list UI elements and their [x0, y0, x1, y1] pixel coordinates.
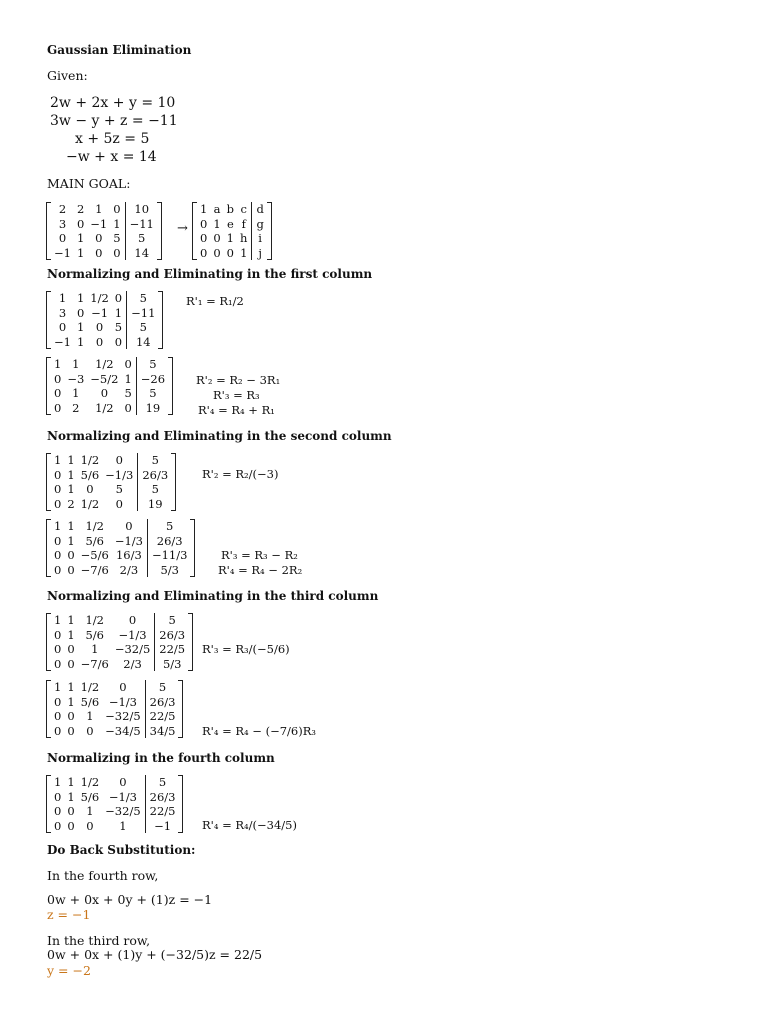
matrix-cell: 0 — [119, 775, 127, 789]
matrix-cell: 1 — [54, 519, 62, 533]
matrix-cell: 14 — [134, 245, 150, 260]
matrix-cell: 1 — [67, 680, 75, 694]
section-heading-second-column: Normalizing and Eliminating in the second column — [47, 429, 392, 443]
matrix-cell: 0 — [100, 386, 109, 400]
matrix-cell: 3 — [58, 305, 67, 320]
matrix-cell: 0 — [125, 519, 133, 533]
matrix-cell: 0 — [54, 400, 62, 415]
matrix-cell: 1 — [67, 467, 75, 482]
augment-divider — [251, 202, 252, 260]
matrix-cell: 0 — [128, 613, 137, 627]
matrix-cell: 1 — [67, 627, 75, 642]
matrix-step-5 — [46, 613, 193, 671]
matrix-cell: 0 — [54, 818, 62, 833]
matrix-cell: 0 — [67, 642, 75, 656]
matrix-cell: e — [226, 216, 234, 231]
matrix-cell: −11 — [131, 305, 156, 320]
matrix-cell: 1 — [86, 804, 94, 818]
matrix-cell: −1/3 — [114, 533, 143, 548]
row-op-step-7: R'₄ = R₄/(−34/5) — [202, 818, 297, 832]
matrix-cell: 2/3 — [119, 562, 139, 577]
matrix-cell: 16/3 — [115, 548, 142, 562]
matrix-cell: 5/6 — [85, 627, 104, 642]
augment-divider — [147, 519, 148, 577]
matrix-cell: 1 — [67, 519, 75, 533]
matrix-cell: −5/6 — [80, 548, 109, 562]
matrix-cell: 0 — [95, 231, 103, 245]
matrix-cell: 0 — [114, 291, 123, 305]
section-heading-fourth-column: Normalizing in the fourth column — [47, 751, 275, 765]
matrix-cell: 1 — [91, 642, 99, 656]
matrix-step-7 — [46, 775, 183, 833]
matrix-cell: 2 — [58, 202, 67, 216]
matrix-step-4 — [46, 519, 195, 577]
equation-3: x + 5z = 5 — [75, 131, 150, 147]
matrix-cell: 0 — [67, 804, 75, 818]
row-op-step-5: R'₃ = R₃/(−5/6) — [202, 642, 290, 656]
row-op-step-4a: R'₃ = R₃ − R₂ — [221, 548, 298, 562]
matrix-cell: 1 — [67, 789, 75, 804]
matrix-cell: −1 — [90, 216, 108, 231]
matrix-cell: −32/5 — [114, 642, 151, 656]
matrix-cell: 26/3 — [149, 789, 176, 804]
matrix-cell: 0 — [54, 694, 62, 709]
matrix-cell: h — [240, 231, 248, 245]
matrix-cell: 0 — [54, 723, 62, 738]
matrix-cell: 1 — [67, 453, 75, 467]
goal-matrix-left — [46, 202, 162, 260]
matrix-cell: 2 — [72, 400, 80, 415]
right-bracket — [178, 680, 183, 738]
matrix-cell: 34/5 — [149, 723, 176, 738]
matrix-cell: 10 — [134, 202, 150, 216]
matrix-cell: 5 — [149, 357, 157, 371]
matrix-cell: g — [256, 216, 264, 231]
section-heading-third-column: Normalizing and Eliminating in the third column — [47, 589, 379, 603]
row-op-step-4b: R'₄ = R₄ − 2R₂ — [218, 563, 303, 577]
matrix-cell: 0 — [67, 548, 75, 562]
matrix-cell: 0 — [54, 482, 62, 496]
matrix-cell: 1/2 — [80, 775, 100, 789]
matrix-cell: 26/3 — [156, 533, 183, 548]
matrix-cell: 22/5 — [149, 709, 176, 723]
matrix-cell: 5 — [114, 320, 123, 334]
main-goal-label: MAIN GOAL: — [47, 176, 131, 191]
matrix-cell: 14 — [135, 334, 151, 349]
matrix-cell: 0 — [54, 804, 62, 818]
matrix-cell: 1 — [114, 305, 123, 320]
right-bracket — [158, 291, 163, 349]
matrix-cell: 1 — [54, 680, 62, 694]
row-op-step-1: R'₁ = R₁/2 — [186, 294, 244, 308]
matrix-cell: 5/6 — [85, 533, 104, 548]
matrix-cell: −1 — [91, 305, 109, 320]
matrix-cell: 0 — [114, 334, 123, 349]
matrix-cell: 0 — [95, 334, 104, 349]
augment-divider — [145, 775, 146, 833]
matrix-cell: 1/2 — [80, 496, 100, 511]
matrix-cell: a — [213, 202, 221, 216]
matrix-cell: 5 — [166, 519, 174, 533]
matrix-cell: −1/3 — [108, 694, 137, 709]
right-bracket — [178, 775, 183, 833]
matrix-cell: 1 — [240, 245, 248, 260]
matrix-cell: 5 — [139, 320, 147, 334]
augment-divider — [145, 680, 146, 738]
right-bracket — [157, 202, 162, 260]
matrix-cell: 0 — [213, 245, 221, 260]
matrix-cell: 0 — [54, 562, 62, 577]
matrix-cell: 0 — [119, 680, 127, 694]
arrow-icon: → — [177, 221, 188, 236]
matrix-cell: 5/3 — [162, 656, 182, 671]
matrix-cell: 22/5 — [149, 804, 176, 818]
matrix-cell: 5 — [151, 453, 159, 467]
matrix-cell: 0 — [67, 723, 75, 738]
matrix-cell: 2 — [67, 496, 75, 511]
back-substitution-heading: Do Back Substitution: — [47, 843, 196, 857]
matrix-cell: 5 — [138, 231, 146, 245]
matrix-cell: 1 — [200, 202, 208, 216]
matrix-cell: −1 — [54, 334, 71, 349]
matrix-cell: 0 — [54, 642, 62, 656]
matrix-cell: 0 — [76, 216, 85, 231]
goal-matrix-right — [192, 202, 272, 260]
matrix-cell: 2 — [76, 202, 85, 216]
matrix-cell: 0 — [113, 245, 121, 260]
matrix-cell: 0 — [67, 818, 75, 833]
fourth-row-equation: 0w + 0x + 0y + (1)z = −1 — [47, 892, 213, 907]
matrix-cell: 0 — [54, 371, 62, 386]
matrix-cell: 0 — [54, 496, 62, 511]
augment-divider — [154, 613, 155, 671]
matrix-cell: 0 — [76, 305, 85, 320]
matrix-cell: 1 — [76, 334, 85, 349]
matrix-step-2 — [46, 357, 173, 415]
matrix-cell: 1/2 — [90, 291, 109, 305]
matrix-cell: f — [241, 216, 246, 231]
matrix-cell: 22/5 — [159, 642, 186, 656]
augment-divider — [125, 202, 126, 260]
right-bracket — [267, 202, 272, 260]
matrix-cell: 0 — [115, 496, 123, 511]
matrix-cell: 1 — [67, 613, 75, 627]
matrix-cell: −34/5 — [105, 723, 141, 738]
matrix-cell: 19 — [147, 496, 163, 511]
matrix-cell: −32/5 — [105, 804, 141, 818]
matrix-cell: 26/3 — [142, 467, 169, 482]
matrix-cell: 1 — [58, 291, 67, 305]
matrix-cell: 0 — [54, 709, 62, 723]
matrix-cell: 1 — [76, 245, 85, 260]
matrix-cell: 1 — [67, 533, 75, 548]
matrix-cell: 1 — [113, 216, 121, 231]
augment-divider — [126, 291, 127, 349]
matrix-cell: 0 — [113, 202, 121, 216]
matrix-cell: i — [258, 231, 262, 245]
matrix-cell: 0 — [95, 245, 103, 260]
matrix-cell: 1/2 — [80, 453, 100, 467]
matrix-cell: 1 — [119, 818, 127, 833]
matrix-cell: 0 — [67, 562, 75, 577]
matrix-cell: −11 — [129, 216, 154, 231]
matrix-cell: 0 — [95, 320, 104, 334]
section-heading-first-column: Normalizing and Eliminating in the first column — [47, 267, 373, 281]
fourth-row-result: z = −1 — [47, 907, 91, 922]
right-bracket — [190, 519, 195, 577]
matrix-cell: 1 — [72, 357, 80, 371]
matrix-cell: 0 — [86, 482, 94, 496]
equation-2: 3w − y + z = −11 — [50, 113, 178, 129]
matrix-cell: 5/6 — [80, 789, 100, 804]
matrix-step-3 — [46, 453, 176, 511]
matrix-cell: 5 — [113, 231, 121, 245]
matrix-cell: 1/2 — [85, 519, 104, 533]
matrix-cell: −7/6 — [80, 562, 109, 577]
matrix-cell: b — [226, 202, 235, 216]
matrix-cell: 1 — [67, 482, 75, 496]
matrix-cell: 1/2 — [95, 357, 114, 371]
matrix-cell: 0 — [58, 231, 67, 245]
matrix-cell: 0 — [54, 627, 62, 642]
matrix-cell: −11/3 — [151, 548, 188, 562]
matrix-cell: 1/2 — [80, 680, 100, 694]
augment-divider — [137, 453, 138, 511]
right-bracket — [171, 453, 176, 511]
matrix-cell: 0 — [54, 789, 62, 804]
matrix-cell: −7/6 — [80, 656, 109, 671]
matrix-cell: 1 — [54, 613, 62, 627]
matrix-cell: −3 — [67, 371, 85, 386]
matrix-cell: 5 — [158, 775, 167, 789]
matrix-cell: 19 — [145, 400, 161, 415]
matrix-cell: 0 — [200, 231, 208, 245]
matrix-cell: −1/3 — [105, 467, 134, 482]
matrix-cell: 0 — [115, 453, 123, 467]
matrix-cell: −32/5 — [105, 709, 141, 723]
matrix-cell: 0 — [54, 467, 62, 482]
matrix-cell: 1 — [86, 709, 94, 723]
matrix-cell: c — [240, 202, 247, 216]
matrix-cell: 5 — [158, 680, 167, 694]
matrix-cell: 1 — [54, 357, 62, 371]
matrix-cell: 5 — [115, 482, 123, 496]
matrix-cell: 3 — [58, 216, 67, 231]
matrix-cell: 5 — [151, 482, 159, 496]
matrix-cell: 0 — [124, 357, 132, 371]
matrix-cell: 5 — [168, 613, 176, 627]
equation-4: −w + x = 14 — [66, 149, 157, 165]
matrix-cell: 5 — [124, 386, 132, 400]
row-op-step-2b: R'₃ = R₃ — [213, 388, 260, 402]
row-op-step-2a: R'₂ = R₂ − 3R₁ — [196, 373, 281, 387]
third-row-label: In the third row, — [47, 933, 151, 948]
matrix-cell: 26/3 — [159, 627, 186, 642]
matrix-cell: 1 — [72, 386, 80, 400]
matrix-cell: d — [256, 202, 264, 216]
matrix-cell: 1/2 — [95, 400, 114, 415]
document-title: Gaussian Elimination — [47, 43, 192, 57]
matrix-cell: 0 — [226, 245, 234, 260]
matrix-cell: 26/3 — [149, 694, 176, 709]
matrix-cell: 5 — [149, 386, 157, 400]
matrix-cell: 0 — [124, 400, 132, 415]
matrix-cell: 0 — [67, 656, 75, 671]
augment-divider — [136, 357, 137, 415]
row-op-step-3: R'₂ = R₂/(−3) — [202, 467, 279, 481]
matrix-cell: 5/6 — [80, 694, 100, 709]
matrix-cell: 5 — [139, 291, 147, 305]
right-bracket — [188, 613, 193, 671]
matrix-cell: 0 — [58, 320, 67, 334]
matrix-cell: 0 — [54, 656, 62, 671]
matrix-cell: 0 — [54, 548, 62, 562]
matrix-cell: 1/2 — [85, 613, 104, 627]
third-row-result: y = −2 — [47, 963, 91, 978]
matrix-cell: −1/3 — [108, 789, 137, 804]
matrix-cell: 1 — [54, 453, 62, 467]
matrix-cell: 0 — [86, 818, 94, 833]
matrix-cell: 0 — [213, 231, 221, 245]
matrix-cell: 1 — [67, 694, 75, 709]
row-op-step-6: R'₄ = R₄ − (−7/6)R₃ — [202, 724, 316, 738]
equation-1: 2w + 2x + y = 10 — [50, 95, 176, 111]
matrix-cell: 1 — [67, 775, 75, 789]
matrix-cell: 1 — [95, 202, 103, 216]
matrix-cell: 0 — [200, 245, 208, 260]
matrix-cell: 1 — [54, 775, 62, 789]
matrix-step-1 — [46, 291, 163, 349]
matrix-cell: j — [258, 245, 262, 260]
right-bracket — [168, 357, 173, 415]
matrix-step-6 — [46, 680, 183, 738]
matrix-cell: 1 — [226, 231, 234, 245]
matrix-cell: 0 — [67, 709, 75, 723]
matrix-cell: 5/3 — [160, 562, 179, 577]
matrix-cell: 0 — [54, 533, 62, 548]
matrix-cell: −5/2 — [90, 371, 119, 386]
row-op-step-2c: R'₄ = R₄ + R₁ — [198, 403, 275, 417]
fourth-row-label: In the fourth row, — [47, 868, 159, 883]
given-label: Given: — [47, 68, 88, 83]
matrix-cell: −1/3 — [118, 627, 147, 642]
matrix-cell: 0 — [86, 723, 94, 738]
matrix-cell: 5/6 — [80, 467, 100, 482]
matrix-cell: 1 — [76, 320, 85, 334]
matrix-cell: 1 — [76, 231, 85, 245]
matrix-cell: 1 — [124, 371, 132, 386]
matrix-cell: 0 — [200, 216, 208, 231]
matrix-cell: −1 — [154, 818, 172, 833]
matrix-cell: 1 — [213, 216, 221, 231]
matrix-cell: 2/3 — [123, 656, 142, 671]
matrix-cell: −26 — [140, 371, 166, 386]
matrix-cell: −1 — [54, 245, 71, 260]
third-row-equation: 0w + 0x + (1)y + (−32/5)z = 22/5 — [47, 947, 263, 962]
matrix-cell: 0 — [54, 386, 62, 400]
matrix-cell: 1 — [76, 291, 85, 305]
